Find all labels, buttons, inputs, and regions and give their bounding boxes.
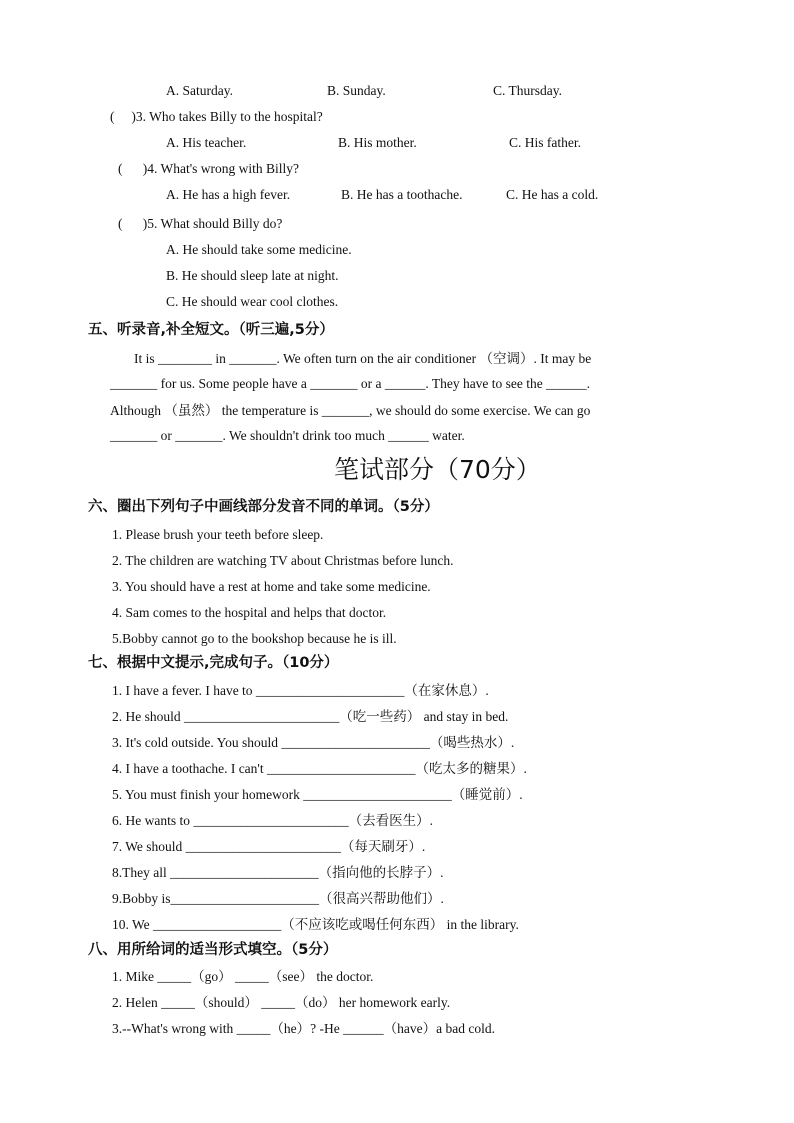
q5-option-c: C. He should wear cool clothes. xyxy=(166,294,339,309)
section7-item-3: 3. It's cold outside. You should ______________________（喝些热水）. xyxy=(112,735,515,750)
section8-title: 八、用所给词的适当形式填空。（5分） xyxy=(88,942,338,958)
section6-item-3: 3. You should have a rest at home and take some medicine. xyxy=(112,579,431,594)
q5-stem: ( )5. What should Billy do? xyxy=(118,216,283,231)
q3-option-b: B. His mother. xyxy=(338,135,417,150)
q3-option-c: C. His father. xyxy=(509,135,581,150)
section6-item-4: 4. Sam comes to the hospital and helps that doctor. xyxy=(112,605,387,620)
q2-option-b: B. Sunday. xyxy=(327,83,386,98)
section6-item-1: 1. Please brush your teeth before sleep. xyxy=(112,527,324,542)
section7-item-5: 5. You must finish your homework ______________________（睡觉前）. xyxy=(112,787,523,802)
section8-item-3: 3.--What's wrong with _____（he）? -He ______（have）a bad cold. xyxy=(112,1021,495,1036)
section8-item-1: 1. Mike _____（go） _____（see） the doctor. xyxy=(112,969,374,984)
section7-title: 七、根据中文提示,完成句子。（10分） xyxy=(88,655,339,671)
section5-line-3: Although （虽然） the temperature is _______, we should do some exercise. We can go xyxy=(110,403,591,418)
section6-title: 六、圈出下列句子中画线部分发音不同的单词。（5分） xyxy=(88,499,439,515)
q4-stem: ( )4. What's wrong with Billy? xyxy=(118,161,300,176)
section8-item-2: 2. Helen _____（should） _____（do） her homework early. xyxy=(112,995,451,1010)
q2-option-a: A. Saturday. xyxy=(166,83,233,98)
section7-item-9: 9.Bobby is______________________（很高兴帮助他们）. xyxy=(112,891,444,906)
q4-option-b: B. He has a toothache. xyxy=(341,187,463,202)
section7-item-8: 8.They all ______________________（指向他的长脖子）. xyxy=(112,865,444,880)
section7-item-1: 1. I have a fever. I have to ______________________（在家休息）. xyxy=(112,683,489,698)
q4-option-c: C. He has a cold. xyxy=(506,187,599,202)
q3-option-a: A. His teacher. xyxy=(166,135,247,150)
section7-item-4: 4. I have a toothache. I can't ______________________（吃太多的糖果）. xyxy=(112,761,527,776)
section7-item-7: 7. We should _______________________（每天刷牙）. xyxy=(112,839,426,854)
section5-line-4: _______ or _______. We shouldn't drink too much ______ water. xyxy=(110,428,465,443)
section7-item-6: 6. He wants to _______________________（去看医生）. xyxy=(112,813,433,828)
q4-option-a: A. He has a high fever. xyxy=(166,187,291,202)
q5-option-a: A. He should take some medicine. xyxy=(166,242,352,257)
written-part-title: 笔试部分（70分） xyxy=(334,455,541,484)
q3-stem: ( )3. Who takes Billy to the hospital? xyxy=(110,109,323,124)
section7-item-10: 10. We ___________________（不应该吃或喝任何东西） in the library. xyxy=(112,917,519,932)
q5-option-b: B. He should sleep late at night. xyxy=(166,268,339,283)
section5-line-1: It is ________ in _______. We often turn on the air conditioner （空调）. It may be xyxy=(134,351,592,366)
section6-item-5: 5.Bobby cannot go to the bookshop because he is ill. xyxy=(112,631,397,646)
section6-item-2: 2. The children are watching TV about Christmas before lunch. xyxy=(112,553,454,568)
q2-option-c: C. Thursday. xyxy=(493,83,562,98)
section5-line-2: _______ for us. Some people have a _______ or a ______. They have to see the ______. xyxy=(110,376,591,391)
section5-title: 五、听录音,补全短文。（听三遍,5分） xyxy=(88,322,334,338)
section7-item-2: 2. He should _______________________（吃一些药） and stay in bed. xyxy=(112,709,509,724)
